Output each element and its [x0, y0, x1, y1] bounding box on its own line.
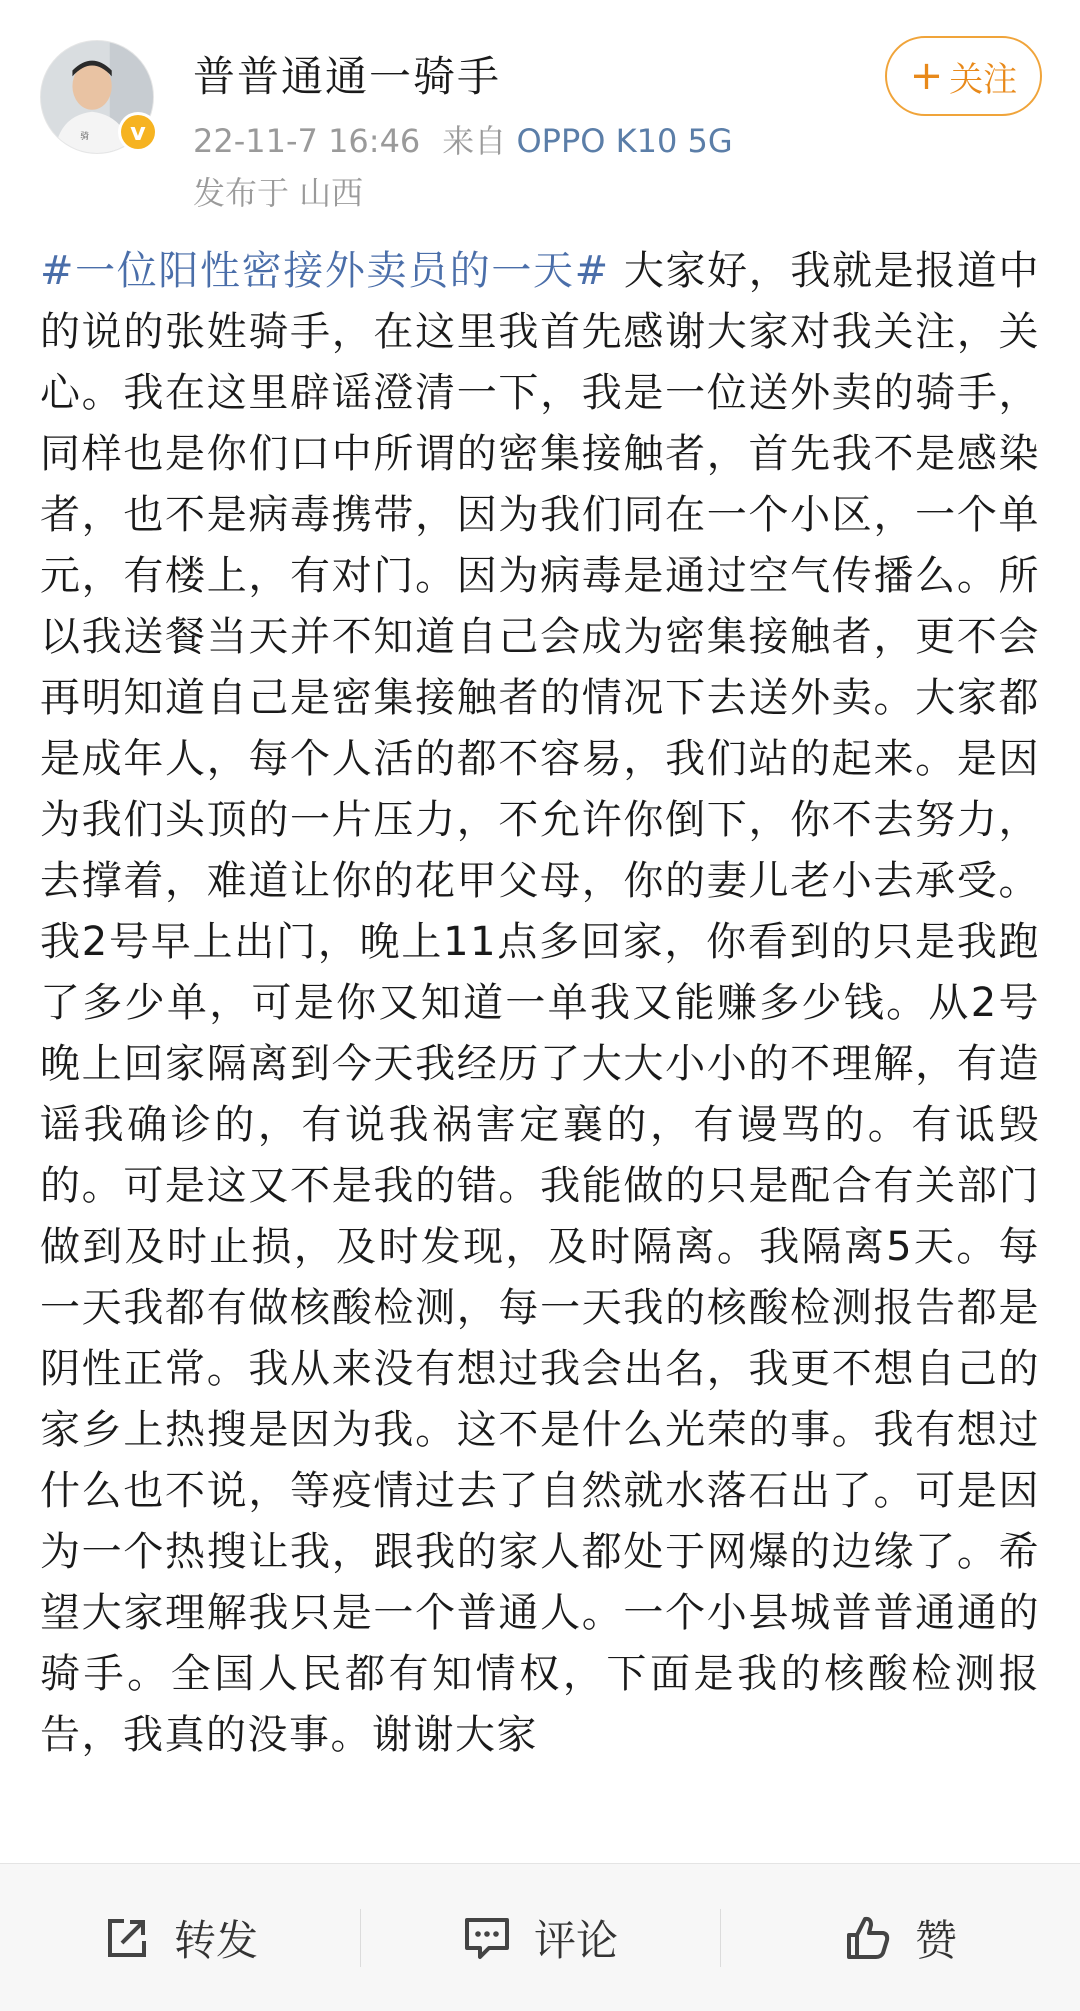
verified-v-icon: v	[121, 115, 155, 149]
comment-label: 评论	[533, 1915, 618, 1965]
text-fade-overlay	[0, 1790, 1080, 1860]
post-location: 发布于 山西	[193, 174, 364, 212]
repost-icon	[102, 1913, 152, 1963]
post-timestamp: 22-11-7 16:46	[193, 122, 421, 160]
comment-icon	[462, 1913, 512, 1963]
post-text: 大家好，我就是报道中的说的张姓骑手，在这里我首先感谢大家对我关注，关心。我在这里辟谣澄清一下，我是一位送外卖的骑手，同样也是你们口中所谓的密集接触者，首先我不是感染者，也不是病毒携带，因为我们同在一个小区，一个单元，有楼上，有对门。因为病毒是通过空气传播么。所以我送餐当天并不知道自己会成为密集接触者，更不会再明知道自己是密集接触者的情况下去送外卖。大家都是成年人，每个人活的都不容易，我们站的起来。是因为我们头顶的一片压力，不允许你倒下，你不去努力，去撑着，难道让你的花甲父母，你的妻儿老小去承受。我2号早上出门，晚上11点多回家，你看到的只是我跑了多少单，可是你又知道一单我又能赚多少钱。从2号晚上回家隔离到今天我经历了大大小小的不理解，有造谣我确诊的，有说我祸害定襄的，有谩骂的。有诋毁的。可是这又不是我的错。我能做的只是配合有关部门做到及时止损，及时发现，及时隔离。我隔离5天。每一天我都有做核酸检测，每一天我的核酸检测报告都是阴性正常。我从来没有想过我会出名，我更不想自己的家乡上热搜是因为我。这不是什么光荣的事。我有想过什么也不说，等疫情过去了自然就水落石出了。可是因为一个热搜让我，跟我的家人都处于网爆的边缘了。希望大家理解我只是一个普通人。一个小县城普普通通的骑手。全国人民都有知情权，下面是我的核酸检测报告，我真的没事。谢谢大家	[40, 248, 1040, 1758]
follow-label: 关注	[949, 59, 1018, 100]
like-label: 赞	[914, 1915, 957, 1965]
repost-button[interactable]	[0, 1864, 360, 2011]
repost-label: 转发	[173, 1915, 258, 1965]
post-body	[40, 241, 1040, 1838]
comment-button[interactable]	[360, 1864, 720, 2011]
post-header	[0, 0, 1080, 215]
source-device-link[interactable]: OPPO K10 5G	[516, 122, 733, 160]
author-name[interactable]: 普普通通一骑手	[193, 52, 502, 101]
verified-badge	[118, 112, 158, 152]
plus-icon: +	[909, 53, 944, 99]
topic-hashtag-link[interactable]: #一位阳性密接外卖员的一天#	[40, 248, 610, 294]
follow-button[interactable]	[885, 36, 1042, 116]
post-meta	[193, 116, 733, 162]
like-button[interactable]	[720, 1864, 1080, 2011]
svg-text:骑: 骑	[80, 132, 90, 143]
thumbs-up-icon	[843, 1913, 893, 1963]
author-avatar[interactable]	[40, 40, 154, 154]
source-prefix: 来自	[442, 122, 507, 160]
action-bar	[0, 1863, 1080, 2011]
